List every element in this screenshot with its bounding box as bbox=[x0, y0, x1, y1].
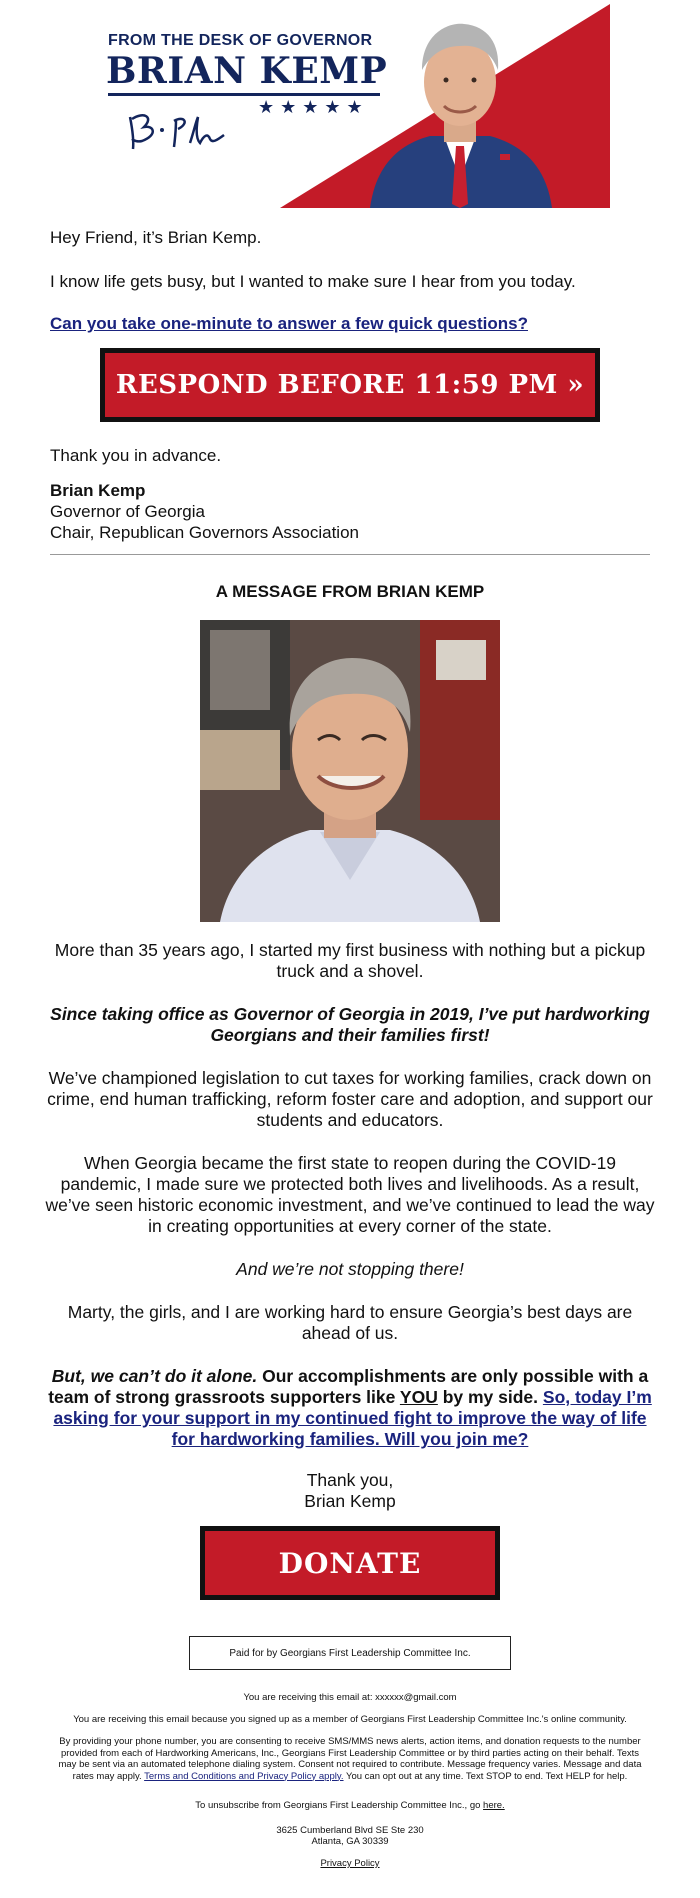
unsubscribe-link[interactable]: here. bbox=[483, 1800, 505, 1811]
sms-consent-b: You can opt out at any time. Text STOP to end. Text HELP for help. bbox=[343, 1770, 628, 1782]
message-paragraph-6: Marty, the girls, and I are working hard to ensure Georgia’s best days are ahead of us. bbox=[67, 1302, 633, 1343]
respond-button-label: RESPOND BEFORE 11:59 PM » bbox=[115, 370, 585, 400]
p7-body: Our accomplishments are only possible with a team of strong grassroots supporters like bbox=[48, 1366, 649, 1407]
thanks-text: Thank you in advance. bbox=[50, 446, 222, 465]
header-stars: ★★★★★ bbox=[258, 97, 369, 117]
privacy-policy-wrapper bbox=[55, 1858, 645, 1870]
header-name: BRIAN KEMP bbox=[106, 50, 388, 92]
intro-text: I know life gets busy, but I wanted to make sure I hear from you today. bbox=[50, 272, 576, 291]
survey-question-link[interactable]: Can you take one-minute to answer a few quick questions? bbox=[50, 314, 528, 333]
message-paragraph-4: When Georgia became the first state to reopen during the COVID-19 pandemic, I made sure we protected both lives and livelihoods. As a result, we’ve seen historic economic investment, and we’ve continued to lead the way in creating opportunities at every corner of the state. bbox=[45, 1153, 655, 1236]
privacy-policy-link[interactable]: Privacy Policy bbox=[320, 1858, 380, 1869]
signature-block bbox=[50, 480, 359, 543]
paid-for-disclaimer: Paid for by Georgians First Leadership Committee Inc. bbox=[189, 1636, 511, 1670]
address-line-1: 3625 Cumberland Blvd SE Ste 230 bbox=[276, 1825, 424, 1836]
respond-button[interactable] bbox=[100, 348, 600, 422]
signer-title-1: Governor of Georgia bbox=[50, 502, 205, 521]
join-me-link[interactable]: So, today I’m asking for your support in my continued fight to improve the way of life for hardworking families. Will you join me? bbox=[53, 1387, 652, 1449]
signer-title-2: Chair, Republican Governors Association bbox=[50, 523, 359, 542]
donate-button-label: DONATE bbox=[278, 1546, 422, 1580]
governor-portrait-photo bbox=[200, 620, 500, 922]
terms-privacy-link[interactable]: Terms and Conditions and Privacy Policy apply. bbox=[144, 1770, 344, 1782]
message-paragraph-2: Since taking office as Governor of Georgia in 2019, I’ve put hardworking Georgians and their families first! bbox=[50, 1004, 650, 1045]
message-paragraph-5: And we’re not stopping there! bbox=[236, 1259, 464, 1279]
signoff-thanks: Thank you, bbox=[306, 1470, 394, 1490]
message-heading: A MESSAGE FROM BRIAN KEMP bbox=[215, 582, 485, 601]
greeting-text: Hey Friend, it’s Brian Kemp. bbox=[50, 228, 262, 247]
sms-consent-text bbox=[55, 1736, 645, 1782]
signup-reason-text: You are receiving this email because you signed up as a member of Georgians First Leadership Committee Inc.'s online community. bbox=[73, 1714, 627, 1725]
p7-intro: But, we can’t do it alone. bbox=[51, 1366, 258, 1386]
signature-image bbox=[120, 105, 240, 155]
header-desk-line: FROM THE DESK OF GOVERNOR bbox=[108, 32, 373, 49]
donate-button[interactable] bbox=[200, 1526, 500, 1600]
message-paragraph-7 bbox=[45, 1366, 655, 1450]
signoff-name: Brian Kemp bbox=[304, 1491, 396, 1511]
survey-link-wrapper bbox=[50, 314, 528, 334]
sms-consent-a: By providing your phone number, you are consenting to receive SMS/MMS news alerts, action items, and donation requests to the number provided from each of Hardworking Americans, Inc., Georgians First Leadership Committee or by third parties acting on their behalf. Texts may be sent via an automated telephone dialing system. Consent not required to contribute. Message frequency varies. Message and data rates may apply. bbox=[58, 1736, 642, 1782]
address-line-2: Atlanta, GA 30339 bbox=[311, 1836, 389, 1847]
unsubscribe-label: To unsubscribe from Georgians First Leadership Committee Inc., go bbox=[195, 1800, 484, 1811]
receiving-email-text: You are receiving this email at: xxxxxx@gmail.com bbox=[243, 1692, 457, 1703]
unsubscribe-text bbox=[55, 1800, 645, 1812]
governor-photo-header bbox=[360, 4, 560, 208]
message-paragraph-3: We’ve championed legislation to cut taxes for working families, crack down on crime, end human trafficking, reform foster care and adoption, and support our students and educators. bbox=[47, 1068, 653, 1130]
header-banner bbox=[100, 0, 610, 210]
section-divider bbox=[50, 554, 650, 555]
p7-side: by my side. bbox=[437, 1387, 543, 1407]
p7-you: YOU bbox=[399, 1387, 438, 1407]
signer-name: Brian Kemp bbox=[50, 481, 146, 500]
message-paragraph-1: More than 35 years ago, I started my first business with nothing but a pickup truck and a shovel. bbox=[54, 940, 646, 981]
